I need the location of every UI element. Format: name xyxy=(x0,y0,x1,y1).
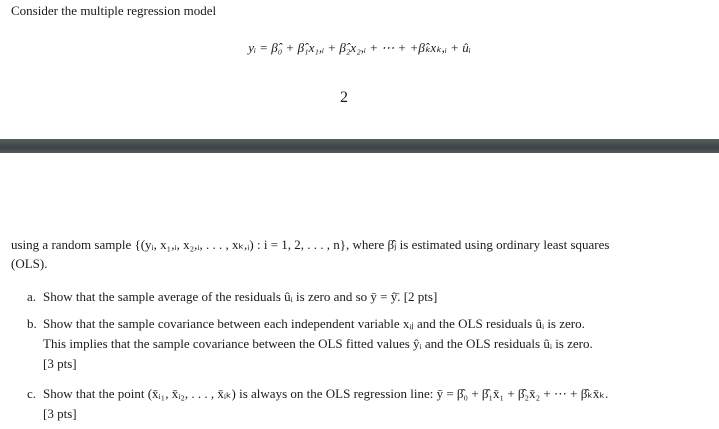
paragraph-line-1: using a random sample {(yᵢ, x₁,ᵢ, x₂,ᵢ, . . . , xₖ,ᵢ) : i = 1, 2, . . . , n}, where β̂ⱼ is estimated using ordinary least squares xyxy=(11,237,610,252)
sample-paragraph xyxy=(11,235,711,273)
item-text-line-1: Show that the sample covariance between each independent variable xᵢⱼ and the OLS residuals ûᵢ is zero. xyxy=(43,316,585,331)
item-text-line-1: Show that the point (x̄ᵢ₁, x̄ᵢ₂, . . . , x̄ᵢₖ) is always on the OLS regression line: ȳ = β̂₀ + β̂₁x̄₁ + β̂₂x̄₂ + ⋯ + β̂ₖx̄ₖ. xyxy=(43,386,609,401)
item-text-line-2: This implies that the sample covariance between the OLS fitted values ŷᵢ and the OLS residuals ûᵢ is zero. xyxy=(43,336,593,351)
item-text: Show that the sample average of the residuals ûᵢ is zero and so ȳ = ŷ̄. [2 pts] xyxy=(43,289,438,304)
paragraph-line-2: (OLS). xyxy=(11,256,48,271)
page-number: 2 xyxy=(340,89,348,106)
question-item-a xyxy=(27,287,707,307)
item-label: b. xyxy=(27,316,37,331)
question-item-b xyxy=(27,314,707,374)
regression-equation: yᵢ = β̂₀ + β̂₁x₁,ᵢ + β̂₂x₂,ᵢ + ⋯ + +β̂ₖxₖ,ᵢ + ûᵢ xyxy=(248,40,471,55)
question-item-c xyxy=(27,384,707,424)
item-points: [3 pts] xyxy=(43,356,77,371)
item-label: c. xyxy=(27,386,37,401)
item-points: [3 pts] xyxy=(43,406,77,421)
item-label: a. xyxy=(27,289,37,304)
intro-text: Consider the multiple regression model xyxy=(11,3,217,18)
page-break-divider xyxy=(0,139,719,153)
